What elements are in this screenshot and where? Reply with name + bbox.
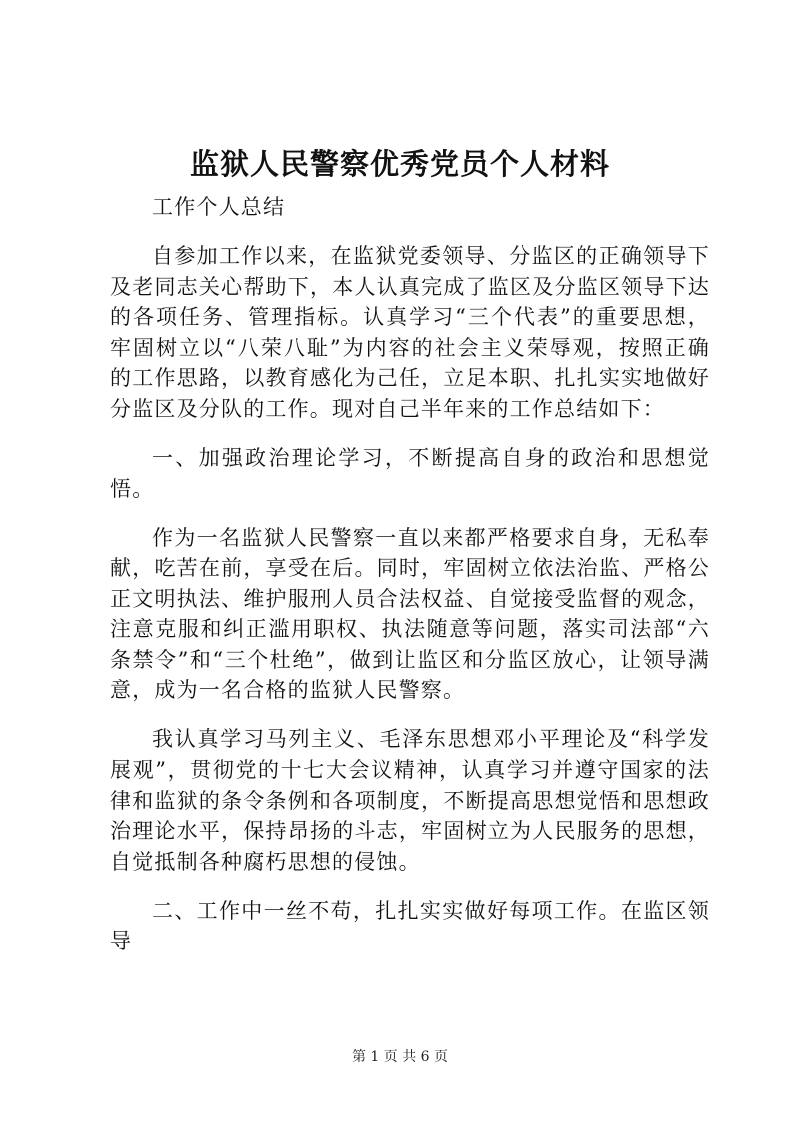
document-body [110,192,710,957]
intro-paragraph: 自参加工作以来，在监狱党委领导、分监区的正确领导下及老同志关心帮助下，本人认真完成了监区及分监区领导下达的各项任务、管理指标。认真学习“三个代表”的重要思想，牢固树立以“八荣八耻”为内容的社会主义荣辱观，按照正确的工作思路，以教育感化为己任，立足本职、扎扎实实地做好分监区及分队的工作。现对自己半年来的工作总结如下： [110,243,710,421]
body-paragraph: 我认真学习马列主义、毛泽东思想邓小平理论及“科学发展观”，贯彻党的十七大会议精神，认真学习并遵守国家的法律和监狱的条令条例和各项制度，不断提高思想觉悟和思想政治理论水平，保持昂扬的斗志，牢固树立为人民服务的思想，自觉抵制各种腐朽思想的侵蚀。 [110,727,710,874]
section-heading: 工作个人总结 [152,195,286,219]
point-one-heading: 一、加强政治理论学习，不断提高自身的政治和思想觉悟。 [110,445,710,501]
document-title: 监狱人民警察优秀党员个人材料 [189,147,610,181]
point-two-paragraph: 二、工作中一丝不苟，扎扎实实做好每项工作。在监区领导 [110,898,710,954]
body-paragraph: 作为一名监狱人民警察一直以来都严格要求自身，无私奉献，吃苦在前，享受在后。同时，牢固树立依法治监、严格公正文明执法、维护服刑人员合法权益、自觉接受监督的观念，注意克服和纠正滥用职权、执法随意等问题，落实司法部“六条禁令”和“三个杜绝”，做到让监区和分监区放心，让领导满意，成为一名合格的监狱人民警察。 [110,525,710,703]
page-footer: 第 1 页 共 6 页 [351,1049,449,1065]
